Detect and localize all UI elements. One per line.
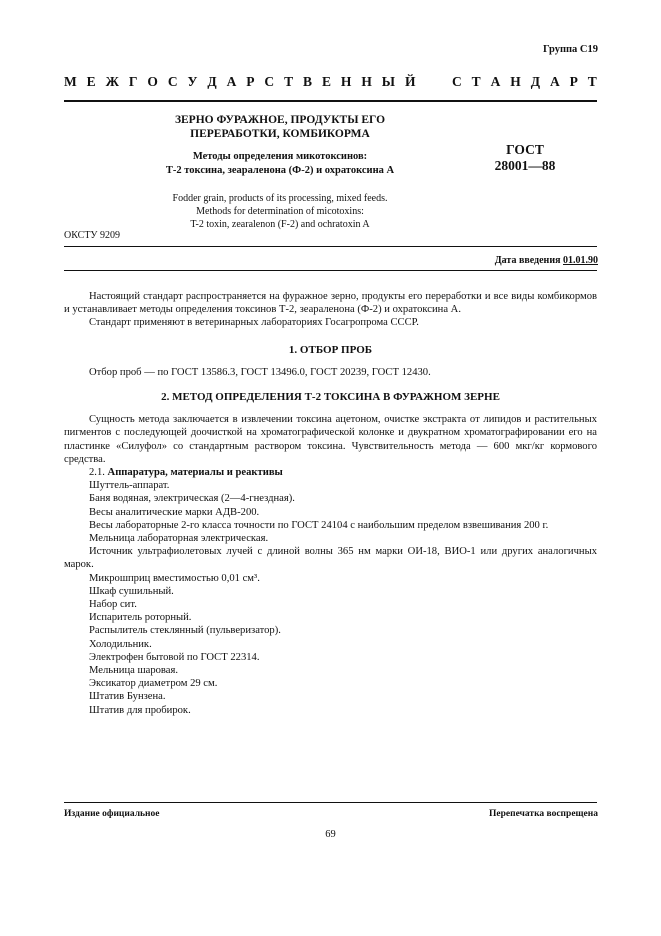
gost-label: ГОСТ	[506, 142, 544, 157]
banner-letter: Н	[510, 74, 521, 89]
paragraph: Стандарт применяют в ветеринарных лабораториях Госагропрома СССР.	[89, 317, 419, 329]
banner-letter: Й	[404, 74, 416, 89]
banner-letter: Г	[128, 74, 138, 89]
list-item: Электрофен бытовой по ГОСТ 22314.	[89, 651, 260, 663]
official-edition-label: Издание официальное	[64, 809, 160, 819]
list-item: Холодильник.	[89, 638, 152, 650]
paragraph: Настоящий стандарт распространяется на фуражное зерно, продукты его переработки и все виды комбикормов и устанавливает методы определения токсинов Т-2, зеараленона (Ф-2) и охратоксина А.	[64, 291, 597, 316]
list-item: Весы лабораторные 2-го класса точности по ГОСТ 24104 с наибольшим пределом взвешивания 200 г.	[89, 519, 549, 531]
header-rule	[64, 100, 597, 102]
subtitle-line: Методы определения микотоксинов:	[192, 151, 368, 162]
list-item: Мельница шаровая.	[89, 665, 178, 677]
banner-letter: Ж	[105, 74, 119, 89]
okstu-code: ОКСТУ 9209	[64, 230, 121, 241]
banner-letter: Т	[587, 74, 597, 89]
document-title	[125, 113, 435, 141]
banner-gap	[425, 74, 428, 90]
page-number: 69	[325, 829, 336, 840]
meta-rule	[64, 246, 597, 247]
banner-letter: Ы	[381, 74, 396, 89]
list-item: Набор сит.	[89, 599, 137, 611]
subtitle-line: Т-2 токсина, зеараленона (Ф-2) и охратоксина А	[165, 165, 395, 176]
subsection-title: Аппаратура, материалы и реактивы	[107, 467, 283, 479]
list-item: Мельница лабораторная электрическая.	[89, 533, 269, 545]
banner-letter: А	[549, 74, 560, 89]
section-heading: 2. МЕТОД ОПРЕДЕЛЕНИЯ Т-2 ТОКСИНА В ФУРАЖНОМ ЗЕРНЕ	[161, 391, 500, 404]
list-item: Распылитель стеклянный (пульверизатор).	[89, 625, 281, 637]
list-item: Шкаф сушильный.	[89, 585, 174, 597]
gost-code: 28001—88	[494, 158, 556, 173]
list-item: Эксикатор диаметром 29 см.	[89, 678, 218, 690]
english-title-line: Methods for determination of micotoxins:	[196, 206, 364, 217]
banner-gap	[439, 74, 442, 90]
title-line: ЗЕРНО ФУРАЖНОЕ, ПРОДУКТЫ ЕГО	[174, 114, 386, 126]
subsection-number: 2.1.	[89, 467, 105, 479]
list-item: Баня водяная, электрическая (2—4-гнездная).	[89, 493, 295, 505]
banner-letter: В	[303, 74, 313, 89]
banner-letter: Т	[284, 74, 294, 89]
gost-number	[480, 142, 570, 174]
english-title-line: Fodder grain, products of its processing, mixed feeds.	[172, 193, 388, 204]
list-item: Штатив для пробирок.	[89, 704, 191, 716]
paragraph: Отбор проб — по ГОСТ 13586.3, ГОСТ 13496.0, ГОСТ 20239, ГОСТ 12430.	[89, 366, 431, 378]
english-title	[110, 192, 450, 231]
group-label: Группа С19	[542, 44, 598, 55]
introduction-date	[495, 255, 598, 266]
document-body	[64, 290, 597, 717]
banner-letter: Е	[321, 74, 331, 89]
list-item: Микрошприц вместимостью 0,01 см³.	[89, 572, 260, 584]
footer-rule	[64, 802, 597, 803]
banner-letter: Д	[530, 74, 541, 89]
paragraph: Сущность метода заключается в извлечении токсина ацетоном, очистке экстракта от липидов и растительных пигментов с последующей доочисткой на хроматографической колонке и двукратном хроматографировании его на пластинке «Силуфол» со стандартным раствором токсина. Чувствительность метода — 600 мкг/кг кормового средства.	[64, 414, 597, 465]
section-heading: 1. ОТБОР ПРОБ	[288, 343, 373, 356]
list-item: Штатив Бунзена.	[89, 691, 166, 703]
title-line: ПЕРЕРАБОТКИ, КОМБИКОРМА	[190, 128, 370, 140]
banner-letter: С	[167, 74, 178, 89]
list-item: Весы аналитические марки АДВ-200.	[89, 506, 260, 518]
list-item: Шуттель-аппарат.	[89, 480, 170, 492]
standard-banner	[64, 74, 597, 90]
banner-letter: С	[452, 74, 462, 89]
banner-letter: Д	[207, 74, 217, 89]
banner-letter: С	[264, 74, 275, 89]
reprint-prohibited-label: Перепечатка воспрещена	[488, 809, 598, 819]
intro-date-label: Дата введения	[494, 255, 561, 266]
document-subtitle	[110, 150, 450, 178]
intro-date-value: 01.01.90	[563, 255, 598, 266]
banner-letter: Т	[471, 74, 481, 89]
banner-letter: Р	[569, 74, 578, 89]
list-item: Источник ультрафиолетовых лучей с длиной волны 365 нм марки ОИ-18, ВИО-1 или других аналогичных марок.	[64, 546, 597, 571]
banner-letter: Е	[86, 74, 96, 89]
banner-letter: А	[490, 74, 501, 89]
english-title-line: T-2 toxin, zearalenon (F-2) and ochratoxin A	[190, 219, 370, 230]
date-rule	[64, 270, 597, 271]
banner-letter: Р	[246, 74, 255, 89]
list-item: Испаритель роторный.	[89, 612, 192, 624]
subsection-heading	[64, 466, 597, 479]
banner-letter: У	[187, 74, 198, 89]
banner-letter: О	[147, 74, 158, 89]
banner-letter: М	[64, 74, 77, 89]
banner-letter: А	[226, 74, 237, 89]
banner-letter: Н	[361, 74, 372, 89]
banner-letter: Н	[340, 74, 352, 89]
